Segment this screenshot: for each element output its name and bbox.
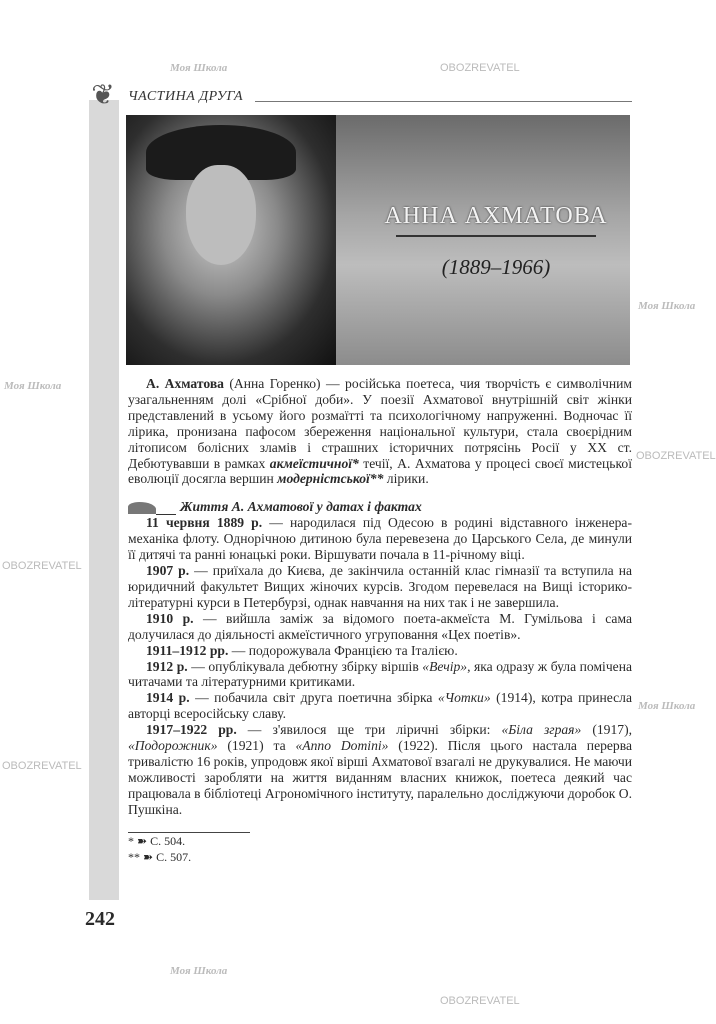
- fact-item: 11 червня 1889 р. — народилася під Одесою в родині відставного інженера-механіка флоту. Однорічною дитиною була перевезена до Царського Села, де минули її дитячі та ранні юнацькі роки. Віршувати почала в 11-річному віці.: [128, 515, 632, 563]
- fact-item: 1912 р. — опублікувала дебютну збірку віршів «Вечір», яка одразу ж була помічена читачами та літературними критиками.: [128, 658, 633, 690]
- capital-ornament-icon: ❦: [91, 80, 115, 111]
- footnote: * ➽ С. 504.: [128, 833, 186, 848]
- header-rule: [255, 101, 632, 102]
- author-name: АННА АХМАТОВА: [384, 203, 608, 229]
- facts-list: [128, 515, 632, 817]
- pointer-icon: ➽: [137, 833, 148, 848]
- body-flow: [128, 376, 632, 865]
- intro-paragraph: А. Ахматова (Анна Горенко) — російська поетеса, чия творчість є символічним узагальненням долі «Срібної доби». У поезії Ахматової внутрішній світ жінки представлений в усьому його розмаїтті та психологічному напруженні. Водночас її лірика, пронизана пафосом збереження національної культури, стала своєрідним літописом болісних зламів і страшних історичних потрясінь Росії у XX ст. Дебютувавши в рамках акмеїстичної* течії, А. Ахматова у процесі своєї мистецької еволюції досягла вершин модерністської** лірики.: [128, 376, 632, 487]
- fact-item: 1917–1922 рр. — з'явилося ще три ліричні збірки: «Біла зграя» (1917), «Подорожник» (1921) та «Anno Domini» (1922). Після цього настала перерва тривалістю 16 років, упродовж якої вірші Ахматової взагалі не друкувалися. Не маючи можливості заробляти на життя виданням власних книжок, поетеса деякий час працювала в бібліотеці Агрономічного інституту, паралельно досліджуючи доробок О. Пушкіна.: [128, 722, 632, 817]
- books-illustration: [336, 115, 630, 365]
- portrait-photo: [126, 115, 336, 365]
- page-number: 242: [85, 908, 115, 930]
- fact-item: 1907 р. — приїхала до Києва, де закінчила останній клас гімназії та вступила на юридичний факультет Вищих жіночих курсів. Згодом перевелася на Вищі історико-літературні курси в Петербурзі, однак навчання на них так і не завершила.: [128, 563, 633, 610]
- part-title: ЧАСТИНА ДРУГА: [128, 89, 244, 104]
- hero-image: [126, 115, 630, 365]
- flourish: [396, 235, 596, 237]
- fact-item: 1911–1912 рр. — подорожувала Францією та Італією.: [146, 642, 458, 658]
- pointer-icon: ➽: [143, 849, 154, 864]
- margin-strip: [89, 100, 119, 900]
- author-years: (1889–1966): [441, 255, 551, 279]
- section-heading: Життя А. Ахматової у датах і фактах: [128, 499, 632, 515]
- footnote: ** ➽ С. 507.: [128, 849, 192, 864]
- fact-item: 1914 р. — побачила світ друга поетична збірка «Чотки» (1914), котра принесла авторці всеросійську славу.: [128, 690, 633, 722]
- book-icon: [128, 502, 156, 514]
- fact-item: 1910 р. — вийшла заміж за відомого поета-акмеїста М. Гумільова і сама долучилася до діяльності акмеїстичного угруповання «Цех поетів».: [128, 610, 632, 642]
